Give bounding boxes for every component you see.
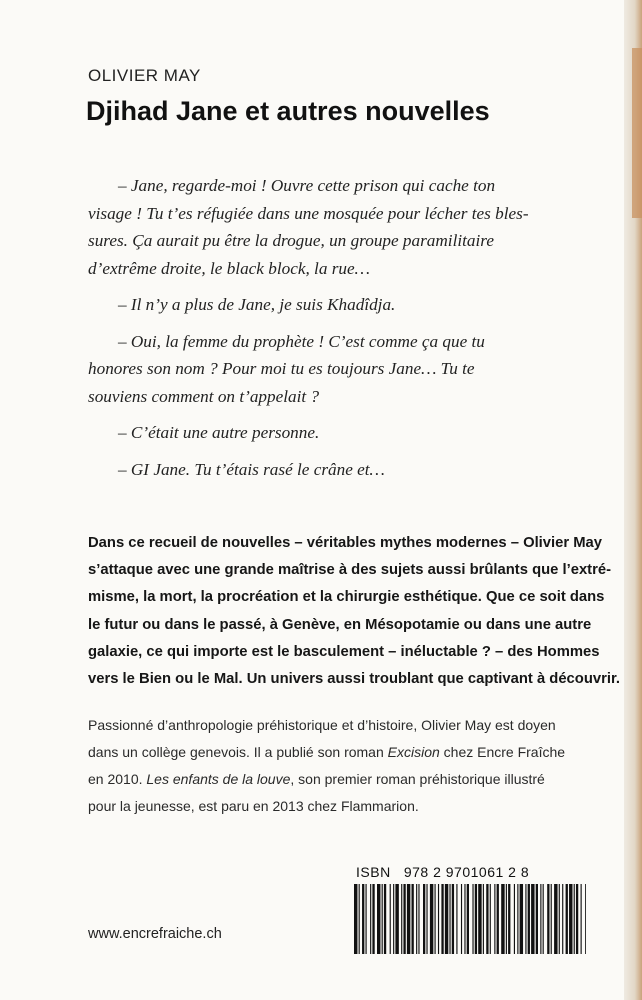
barcode-bar [382,884,383,954]
barcode-bar [393,884,394,954]
excerpt-line: – Oui, la femme du prophète ! C’est comme ça que tu [118,331,485,351]
barcode-bar [467,884,469,954]
barcode-bar [449,884,450,954]
barcode-bar [554,884,557,954]
barcode-bar [576,884,578,954]
book-title: Djihad Jane et autres nouvelles [86,96,490,126]
excerpt-paragraph [88,328,588,411]
isbn-number: ISBN 978 2 9701061 2 8 [356,864,530,880]
barcode-bar [486,884,488,954]
excerpt-paragraph [118,291,588,319]
author-bio [88,712,588,820]
excerpt-line: souviens comment on t’appelait ? [88,386,320,406]
barcode-bar [354,884,357,954]
barcode-bar [528,884,530,954]
barcode-bar [525,884,526,954]
excerpt-line: sures. Ça aurait pu être la drogue, un groupe paramilitaire [88,231,494,250]
bio-text: chez Encre Fraîche [443,744,566,760]
barcode-bar [574,884,575,954]
excerpt-paragraph [88,172,588,282]
barcode-bar [445,884,448,954]
bio-text: , son premier roman préhistorique illustré [290,771,545,787]
excerpt-line: – Il n’y a plus de Jane, je suis Khadîdja. [118,295,396,314]
barcode-bar [506,884,507,954]
barcode-bar [452,884,454,954]
excerpt-line: honores son nom ? Pour moi tu es toujours Jane… Tu te [88,359,475,378]
excerpt-line: – Jane, regarde-moi ! Ouvre cette prison qui cache ton [118,176,496,195]
bio-line: Passionné d’anthropologie préhistorique et d’histoire, Olivier May est doyen [88,717,556,733]
barcode-bar [438,884,439,954]
barcode-bar [426,884,427,954]
barcode-bar [547,884,549,954]
spine-color-band [632,48,642,218]
blurb-line: Dans ce recueil de nouvelles – véritables mythes modernes – Olivier May [88,535,603,551]
novel-title-louve: Les enfants de la louve [146,771,291,787]
excerpt-dialogue [88,172,588,492]
blurb-line: misme, la mort, la procréation et la chirurgie esthétique. Que ce soit dans [88,589,605,606]
barcode-bar [401,884,402,954]
blurb-line: vers le Bien ou le Mal. Un univers aussi troublant que captivant à découvrir. [88,671,621,688]
barcode-bar [490,884,491,954]
excerpt-line: visage ! Tu t’es réfugiée dans une mosquée pour lécher tes bles- [88,203,529,223]
blurb-line: le futur ou dans le passé, à Genève, en Mésopotamie ou dans une autre [88,616,592,633]
back-cover-blurb [88,530,621,693]
barcode-bar [403,884,405,954]
barcode-bar [531,884,534,954]
barcode-bar [472,884,473,954]
barcode-bar [390,884,391,954]
blurb-line: galaxie, ce qui importe est le basculement – inéluctable ? – des Hommes [88,643,600,660]
barcode-bar [517,884,518,954]
excerpt-line: – C’était une autre personne. [118,423,320,442]
barcode-bar [536,884,538,954]
barcode-bar [464,884,465,954]
barcode-bar [435,884,436,954]
author-name: OLIVIER MAY [88,66,201,85]
barcode-bar [543,884,544,954]
bio-text: dans un collège genevois. Il a publié son roman [88,744,384,760]
barcode-bar [418,884,419,954]
barcode-bar [407,884,410,954]
barcode-bar [585,884,586,954]
excerpt-paragraph [118,456,588,484]
bio-line [88,739,588,766]
barcode-bar [456,884,457,954]
barcode-bar [562,884,563,954]
barcode-bar [362,884,364,954]
barcode-bar [540,884,541,954]
barcode-bar [514,884,515,954]
barcode-bar [483,884,484,954]
barcode-bar [569,884,572,954]
barcode-bar [478,884,481,954]
barcode-bar [430,884,433,954]
barcode-bar [559,884,560,954]
novel-title-excision: Excision [387,744,440,760]
barcode-bar [370,884,371,954]
bio-line: pour la jeunesse, est paru en 2013 chez Flammarion. [88,798,419,814]
barcode-bar [441,884,443,954]
excerpt-paragraph [118,419,588,447]
barcode-bar [395,884,398,954]
barcode-bar [377,884,380,954]
barcode-bar [497,884,499,954]
barcode-bar [581,884,582,954]
barcode-bar [366,884,367,954]
bio-line [88,766,588,793]
barcode-bar [372,884,374,954]
barcode [354,884,586,954]
barcode-bar [412,884,414,954]
publisher-website: www.encrefraiche.ch [88,926,222,942]
barcode-bar [566,884,568,954]
barcode-bar [501,884,504,954]
barcode-bar [494,884,495,954]
barcode-bar [423,884,425,954]
bio-text: en 2010. [88,771,143,787]
barcode-bar [551,884,552,954]
excerpt-line: – GI Jane. Tu t’étais rasé le crâne et… [118,459,385,479]
barcode-bar [461,884,462,954]
barcode-bar [384,884,386,954]
barcode-bar [416,884,417,954]
barcode-bar [520,884,523,954]
barcode-bar [475,884,477,954]
blurb-line: s’attaque avec une grande maîtrise à des sujets aussi brûlants que l’extré- [88,562,612,579]
excerpt-line: d’extrême droite, le black block, la rue… [88,258,370,278]
barcode-bar [359,884,360,954]
barcode-bar [508,884,510,954]
